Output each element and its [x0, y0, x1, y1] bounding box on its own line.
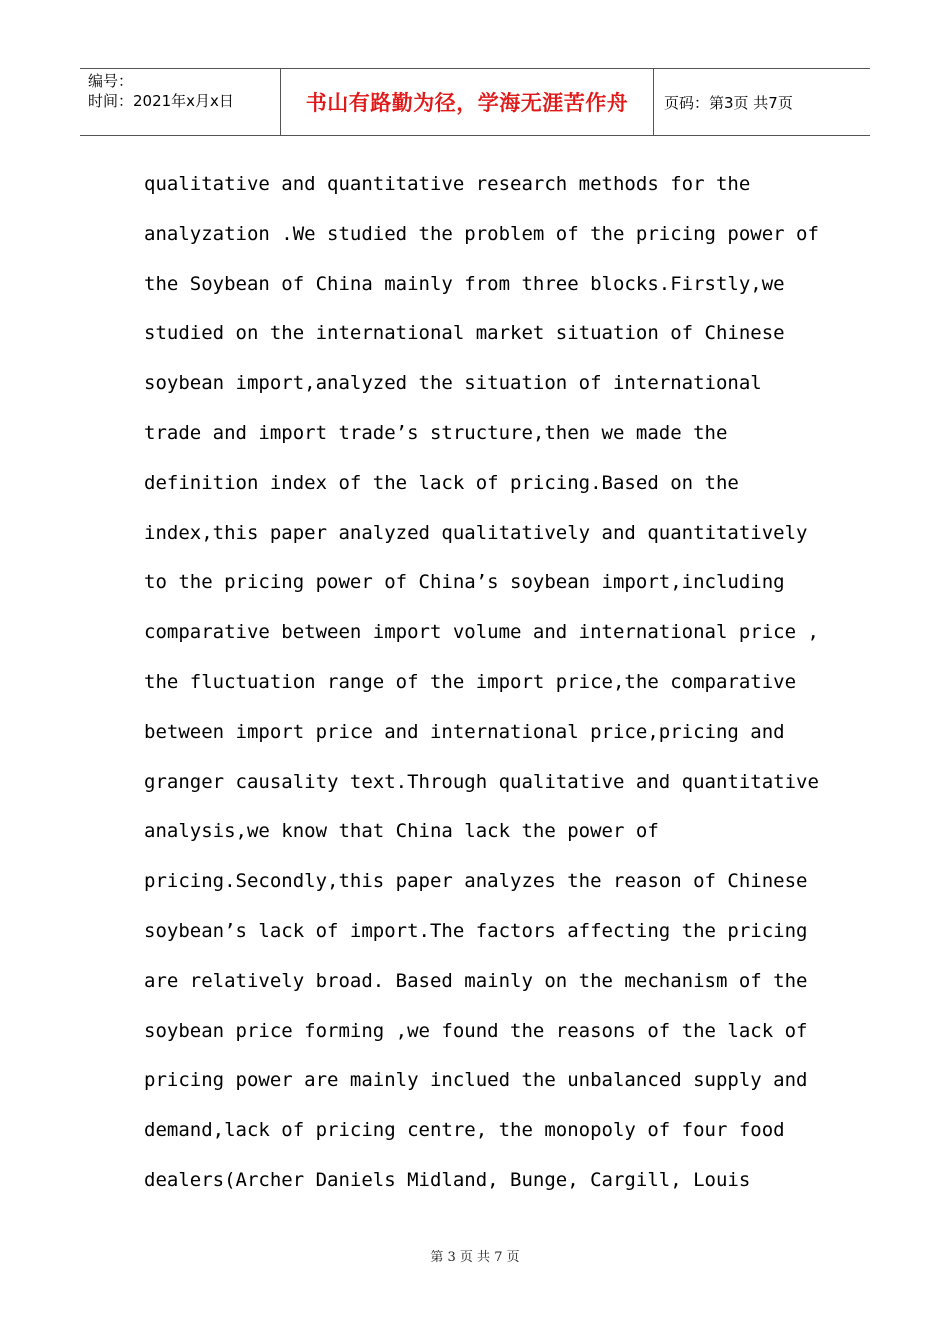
header-page-label: 页码：第3页 共7页 [664, 93, 793, 112]
body-line: the Soybean of China mainly from three blocks.Firstly,we [144, 272, 785, 295]
header-motto: 书山有路勤为径，学海无涯苦作舟 [281, 69, 654, 135]
header-meta-cell [80, 69, 281, 135]
body-line: are relatively broad. Based mainly on the mechanism of the [144, 969, 808, 992]
body-line: granger causality text.Through qualitative and quantitative [144, 770, 819, 793]
body-line: the fluctuation range of the import price,the comparative [144, 670, 797, 693]
body-line: comparative between import volume and international price , [144, 621, 819, 644]
header-number-label: 编号： [88, 72, 134, 90]
body-line: dealers(Archer Daniels Midland, Bunge, Cargill, Louis [144, 1168, 751, 1191]
body-text [144, 160, 824, 1206]
body-line: to the pricing power of China’s soybean import,including [144, 571, 785, 594]
body-line: analyzation .We studied the problem of the pricing power of [144, 222, 819, 245]
body-line: soybean price forming ,we found the reasons of the lack of [144, 1019, 808, 1042]
body-line: soybean’s lack of import.The factors affecting the pricing [144, 919, 808, 942]
page-header [80, 68, 870, 136]
page-footer: 第 3 页 共 7 页 [430, 1250, 520, 1265]
body-line: between import price and international price,pricing and [144, 720, 785, 743]
body-line: pricing.Secondly,this paper analyzes the reason of Chinese [144, 870, 808, 893]
body-line: soybean import,analyzed the situation of international [144, 372, 762, 395]
body-line: analysis,we know that China lack the power of [144, 820, 659, 843]
body-line: definition index of the lack of pricing.Based on the [144, 471, 739, 494]
body-line: pricing power are mainly inclued the unbalanced supply and [144, 1069, 808, 1092]
body-line: index,this paper analyzed qualitatively and quantitatively [144, 521, 808, 544]
body-line: studied on the international market situation of Chinese [144, 322, 785, 345]
header-date-label: 时间：2021年x月x日 [88, 92, 234, 110]
body-line: trade and import trade’s structure,then we made the [144, 421, 728, 444]
body-line: qualitative and quantitative research methods for the [144, 173, 751, 195]
body-line: demand,lack of pricing centre, the monopoly of four food [144, 1119, 785, 1142]
